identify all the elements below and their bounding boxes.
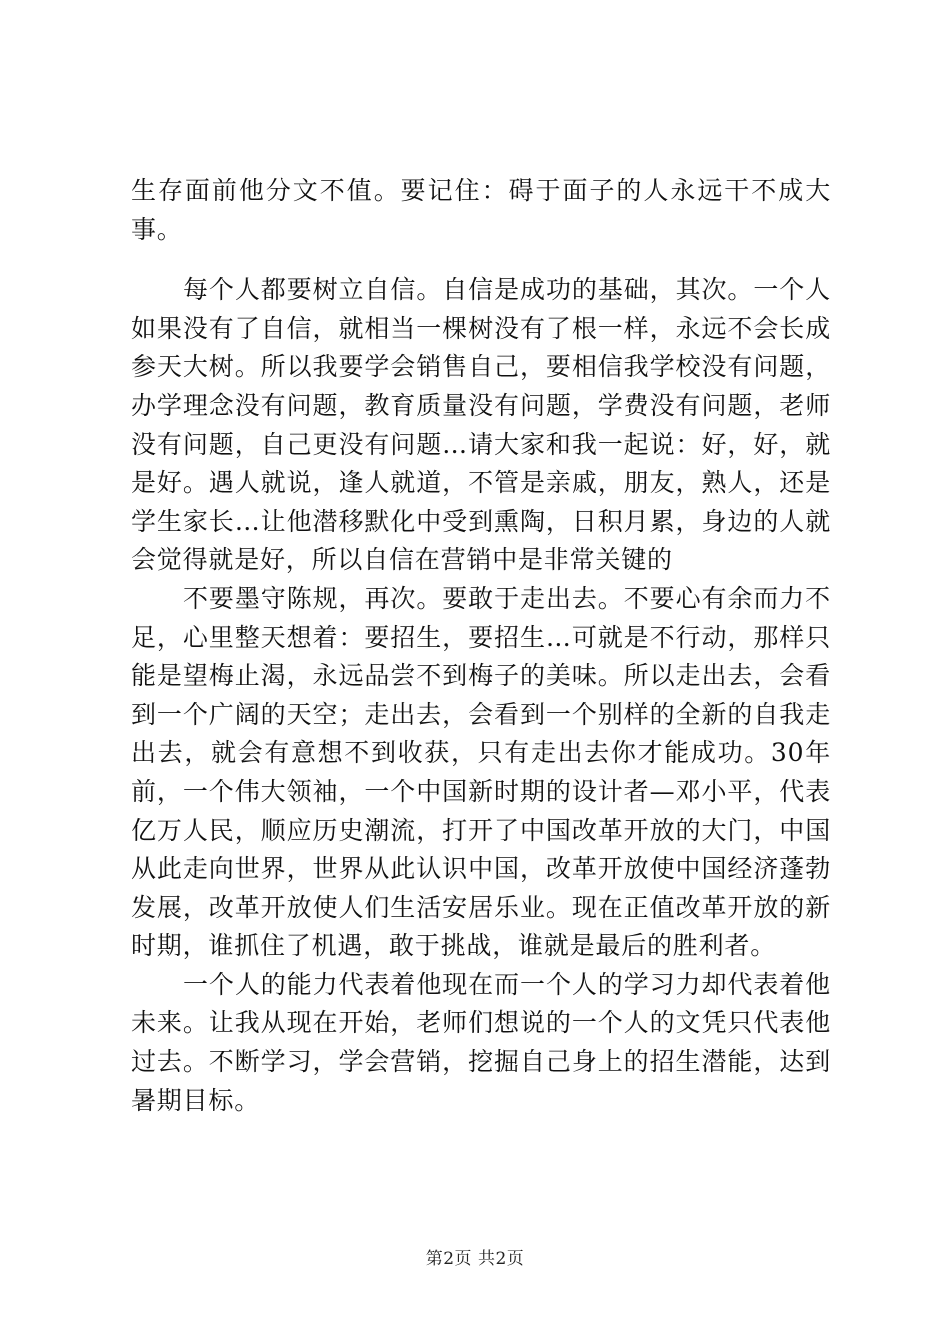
paragraph-confidence: 每个人都要树立自信。自信是成功的基础，其次。一个人如果没有了自信，就相当一棵树没有了根一样，永远不会长成参天大树。所以我要学会销售自己，要相信我学校没有问题，办学理念没有问题，教育质量没有问题，学费没有问题，老师没有问题，自己更没有问题…请大家和我一起说：好，好，就是好。遇人就说，逢人就道，不管是亲戚，朋友，熟人，还是学生家长…让他潜移默化中受到熏陶，日积月累，身边的人就会觉得就是好，所以自信在营销中是非常关键的 [131,275,831,575]
paragraph-go-out: 不要墨守陈规，再次。要敢于走出去。不要心有余而力不足，心里整天想着：要招生，要招生…可就是不行动，那样只能是望梅止渴，永远品尝不到梅子的美味。所以走出去，会看到一个广阔的天空；走出去，会看到一个别样的全新的自我走出去，就会有意想不到收获，只有走出去你才能成功。30年前，一个伟大领袖，一个中国新时期的设计者—邓小平，代表亿万人民，顺应历史潮流，打开了中国改革开放的大门，中国从此走向世界，世界从此认识中国，改革开放使中国经济蓬勃发展，改革开放使人们生活安居乐业。现在正值改革开放的新时期，谁抓住了机遇，敢于挑战，谁就是最后的胜利者。 [131,583,831,961]
paragraph-learning: 一个人的能力代表着他现在而一个人的学习力却代表着他未来。让我从现在开始，老师们想说的一个人的文凭只代表他过去。不断学习，学会营销，挖掘自己身上的招生潜能，达到暑期目标。 [131,969,831,1115]
document-body [131,172,831,1120]
paragraph-continuation: 生存面前他分文不值。要记住：碍于面子的人永远干不成大事。 [131,176,831,244]
page-footer: 第2页 共2页 [425,1249,525,1269]
